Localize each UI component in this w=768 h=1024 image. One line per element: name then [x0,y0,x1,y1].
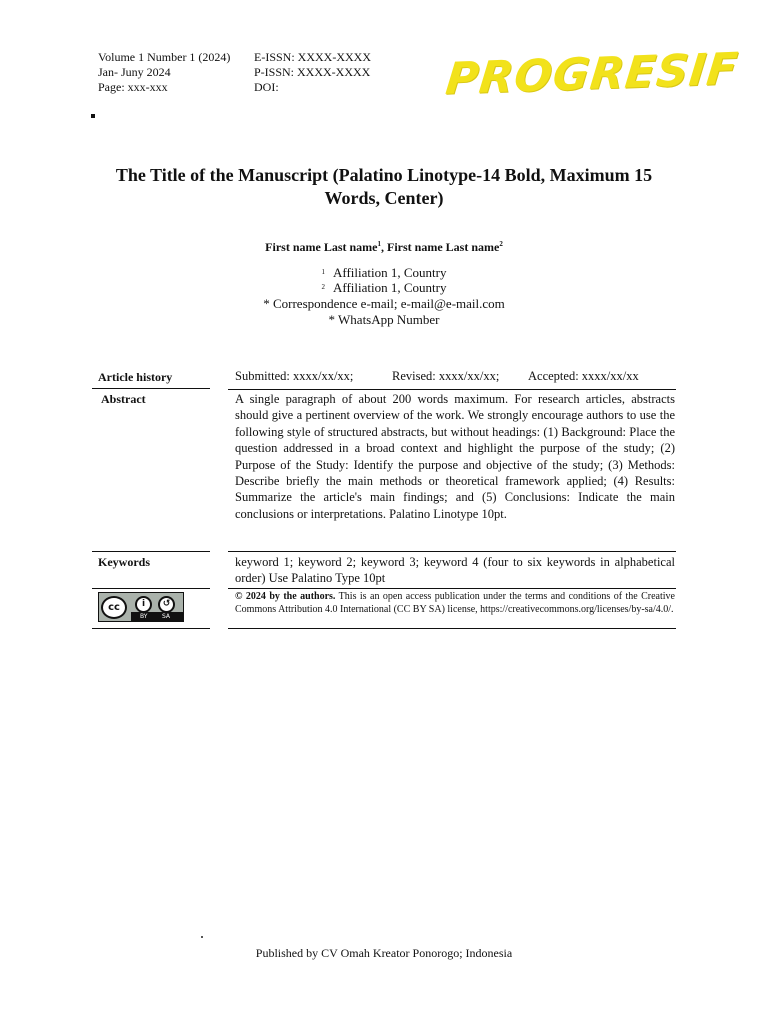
journal-meta-left [98,50,230,95]
whatsapp-number: * WhatsApp Number [328,312,440,327]
author-superscript: 2 [499,240,503,248]
affiliation-line [90,265,678,281]
keywords-text: keyword 1; keyword 2; keyword 3; keyword 4 (four to six keywords in alphabetical order) Use Palatino Type 10pt [235,555,675,585]
author-superscript: 1 [377,240,381,248]
badge-strip [131,612,183,621]
issue-period: Jan- Juny 2024 [98,65,171,79]
volume-number: Volume 1 Number 1 (2024) [98,50,231,64]
pissn: P-ISSN: XXXX-XXXX [254,65,371,79]
accepted-date: Accepted: xxxx/xx/xx [528,369,639,383]
divider [228,389,676,390]
divider [228,551,676,552]
eissn: E-ISSN: XXXX-XXXX [254,50,371,64]
affiliation-line [90,280,678,296]
divider [228,588,676,589]
doi: DOI: [254,80,279,94]
keywords-label: Keywords [98,555,150,569]
correspondence-email: * Correspondence e-mail; e-mail@e-mail.com [263,296,505,311]
publisher-footer: Published by CV Omah Kreator Ponorogo; Indonesia [255,946,513,960]
journal-logo: PROGRESIF [443,43,741,105]
affiliation-number: 2 [321,283,325,291]
author-name: First name Last name [265,240,378,254]
page-range: Page: xxx-xxx [98,80,168,94]
dot-mark [201,936,203,938]
cc-icon: cc [101,596,127,619]
attribution-icon: i [135,596,152,613]
license-terms: This is an open access publication under the terms and conditions of the Creative Commons Attribution 4.0 International (CC BY SA) license, https://creativecommons.org/licenses/by-sa/4.0/. [235,591,675,615]
divider [92,551,210,552]
abstract-label: Abstract [101,392,146,406]
submitted-date: Submitted: xxxx/xx/xx; [235,369,354,383]
manuscript-title: The Title of the Manuscript (Palatino Linotype-14 Bold, Maximum 15 Words, Center) [115,165,653,208]
abstract-text: A single paragraph of about 200 words maximum. For research articles, abstracts should give a pertinent overview of the work. We strongly encourage authors to use the following style of structured abstracts, but without headings: (1) Background: Place the question addressed in a broad context and highlight the purpose of the study; (2) Purpose of the Study: Identify the purpose and objective of the study; (3) Methods: Describe briefly the main methods or theoretical framework applied; (4) Results: Summarize the article's main findings; and (5) Conclusions: Indicate the main conclusions or interpretations. Palatino Linotype 10pt. [235,392,675,521]
article-history-label: Article history [98,370,173,384]
author-name: First name Last name [387,240,500,254]
affiliation-text: Affiliation 1, Country [332,265,447,280]
copyright-notice: © 2024 by the authors. [235,591,336,602]
cc-by-sa-badge [98,592,184,622]
divider [92,388,210,389]
share-alike-icon: ↺ [158,596,175,613]
divider [228,628,676,629]
badge-by-text: BY [140,613,148,620]
revised-date: Revised: xxxx/xx/xx; [392,369,500,383]
badge-sa-text: SA [162,613,171,620]
author-separator: , [381,240,387,254]
affiliation-text: Affiliation 1, Country [332,280,447,295]
affiliation-number: 1 [321,268,325,276]
license-text [235,590,675,616]
author-line [90,240,678,255]
journal-meta-right [254,50,371,95]
divider [92,588,210,589]
bullet-mark [91,114,95,118]
divider [92,628,210,629]
